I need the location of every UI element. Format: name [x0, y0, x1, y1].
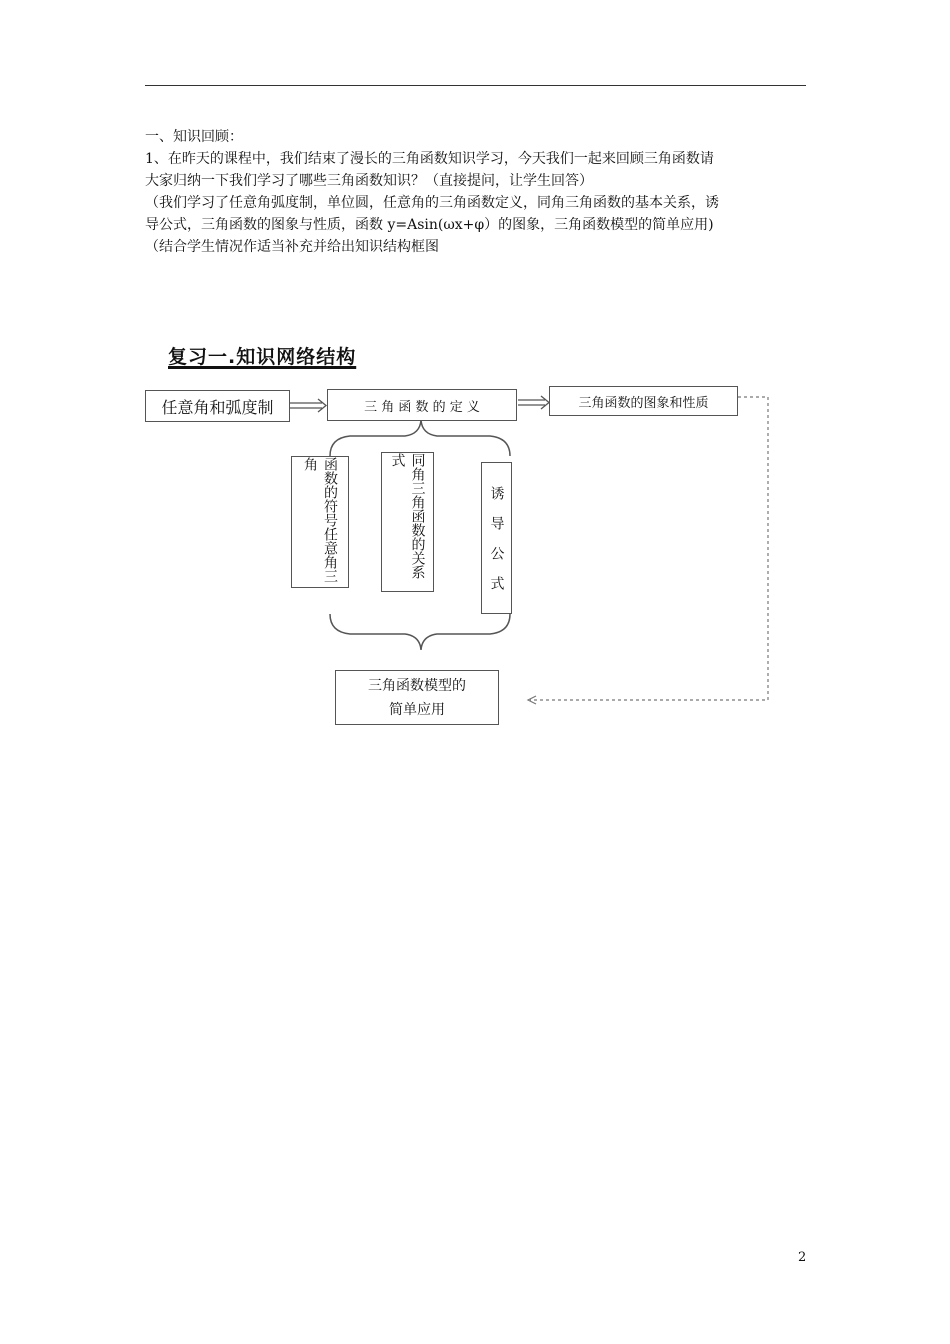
- box-same-angle-relations: 同角三角函数的关系式: [381, 452, 434, 592]
- box-induction-formulas: 诱 导 公 式: [481, 462, 512, 614]
- page-number: 2: [798, 1250, 807, 1265]
- diagram-title: 复习一.知识网络结构: [168, 346, 357, 368]
- section-heading: 一、知识回顾：: [145, 129, 243, 145]
- intro-line-1: 1、在昨天的课程中，我们结束了漫长的三角函数知识学习，今天我们一起来回顾三角函数请: [145, 151, 714, 167]
- intro-line-5: （结合学生情况作适当补充并给出知识结构框图: [145, 239, 439, 255]
- box-graph-properties: 三角函数的图象和性质: [549, 386, 738, 416]
- box-trig-definition: 三 角 函 数 的 定 义: [327, 389, 517, 421]
- bottom-brace: [330, 614, 510, 650]
- box-model-application: 三角函数模型的 简单应用: [335, 670, 499, 725]
- intro-line-4: 导公式，三角函数的图象与性质，函数 y=Asin(ωx+φ）的图象，三角函数模型的简单应用): [145, 217, 714, 233]
- double-arrow-1: [290, 399, 326, 412]
- box-sign-of-functions: 函数的符号任意角三角: [291, 456, 349, 588]
- dashed-connector: [530, 397, 768, 700]
- intro-line-3: （我们学习了任意角弧度制，单位圆，任意角的三角函数定义，同角三角函数的基本关系，诱: [145, 195, 719, 211]
- double-arrow-2: [518, 396, 549, 409]
- top-brace: [330, 420, 510, 456]
- intro-line-2: 大家归纳一下我们学习了哪些三角函数知识？（直接提问，让学生回答）: [145, 173, 593, 189]
- box-angle-radian: 任意角和弧度制: [145, 390, 290, 422]
